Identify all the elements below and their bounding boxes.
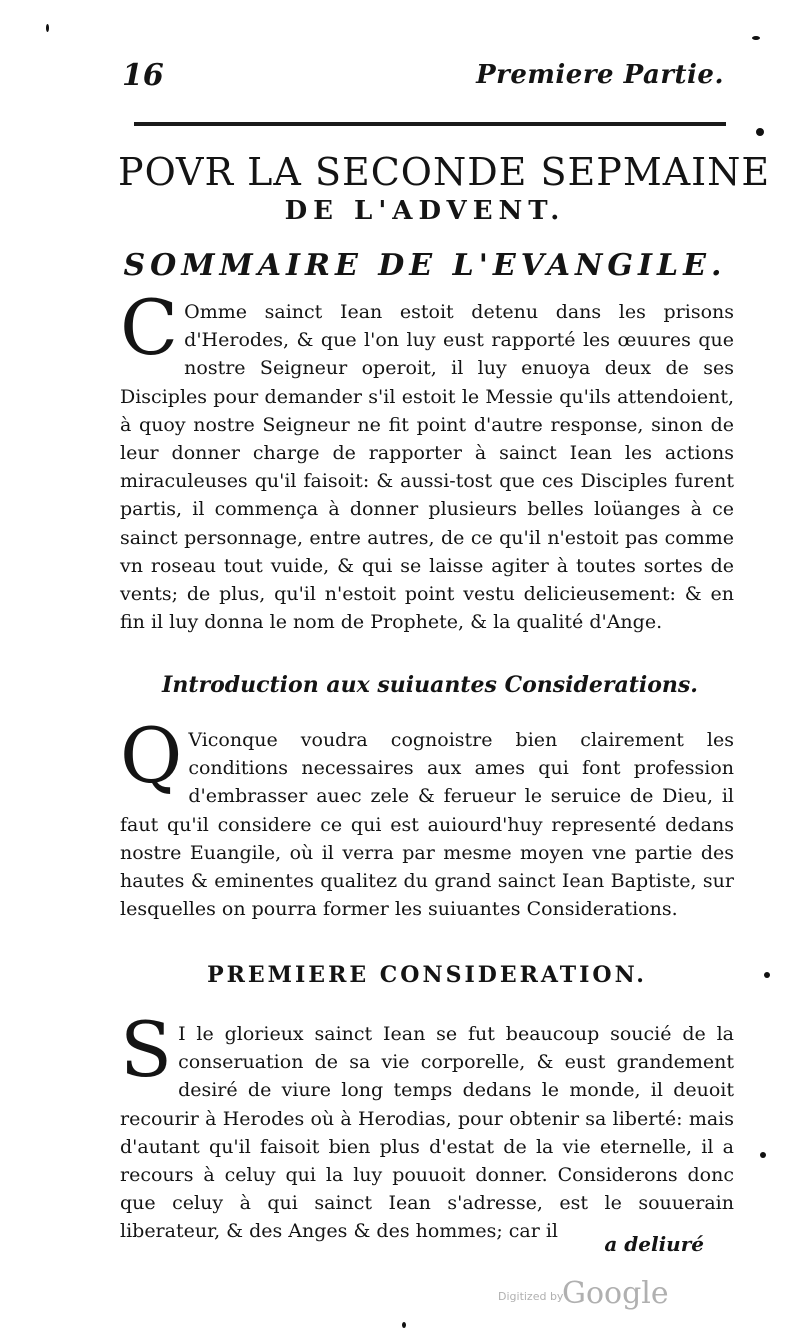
watermark-digitized-by: Digitized by — [498, 1290, 564, 1303]
chapter-title-line1: POVR LA SECONDE SEPMAINE — [118, 150, 771, 194]
running-title: Premiere Partie. — [476, 60, 724, 90]
introduction-paragraph — [120, 711, 734, 923]
sommaire-text: Omme sainct Iean estoit detenu dans les prisons d'Herodes, & que l'on luy eust rapporté les œuures que nostre Seigneur operoit, il luy enuoya deux de ses Disciples pour demander s'il estoit le Messie qu'ils attendoient, à quoy nostre Seigneur ne fit point d'autre response, sinon de leur donner charge de rapporter à sainct Iean les actions miraculeuses qu'il faisoit: & aussi-tost que ces Disciples furent partis, il commença à donner plusieurs belles loüanges à ce sainct personnage, entre autres, de ce qu'il n'estoit pas comme vn roseau tout vuide, & qui se laisse agiter à toutes sortes de vents; de plus, qu'il n'estoit point vestu delicieusement: & en fin il luy donna le nom de Prophete, & la qualité d'Ange. — [120, 301, 734, 634]
introduction-text: Viconque voudra cognoistre bien clairement les conditions necessaires aux ames qui font profession d'embrasser auec zele & ferueur le seruice de Dieu, il faut qu'il considere ce qui est auiourd'huy representé dedans nostre Euangile, où il verra par mesme moyen vne partie des hautes & eminentes qualitez du grand sainct Iean Baptiste, sur lesquelles on pourra former les suiuantes Considerations. — [120, 729, 734, 921]
scan-speck — [46, 24, 49, 32]
sommaire-heading: SOMMAIRE DE L'EVANGILE. — [123, 248, 727, 283]
google-logo: Google — [562, 1276, 669, 1311]
scan-speck — [760, 1152, 766, 1158]
premiere-consideration-heading: PREMIERE CONSIDERATION. — [207, 962, 647, 988]
scan-speck — [402, 1322, 406, 1328]
dropcap-c: C — [120, 283, 179, 372]
chapter-title-line2: DE L'ADVENT. — [284, 196, 566, 226]
introduction-heading: Introduction aux suiuantes Considerations. — [162, 672, 698, 698]
dropcap-q: Q — [120, 711, 183, 800]
digitized-watermark — [498, 1276, 698, 1316]
catchword: a deliuré — [604, 1232, 704, 1256]
scan-speck — [752, 36, 760, 40]
premiere-paragraph — [120, 1005, 734, 1246]
dropcap-s: S — [120, 1005, 173, 1094]
page-number: 16 — [122, 58, 164, 93]
sommaire-paragraph — [120, 283, 734, 636]
running-head — [122, 58, 732, 98]
scan-speck — [756, 128, 764, 136]
header-rule — [134, 122, 726, 126]
scan-speck — [764, 972, 770, 978]
premiere-text: I le glorieux sainct Iean se fut beaucoup soucié de la conseruation de sa vie corporelle, & eust grandement desiré de viure long temps dedans le monde, il deuoit recourir à Herodes où à Herodias, pour obtenir sa liberté: mais d'autant qu'il faisoit bien plus d'estat de la vie eternelle, il a recours à celuy qui la luy pouuoit donner. Considerons donc que celuy à qui sainct Iean s'adresse, est le souuerain liberateur, & des Anges & des hommes; car il — [120, 1023, 734, 1243]
